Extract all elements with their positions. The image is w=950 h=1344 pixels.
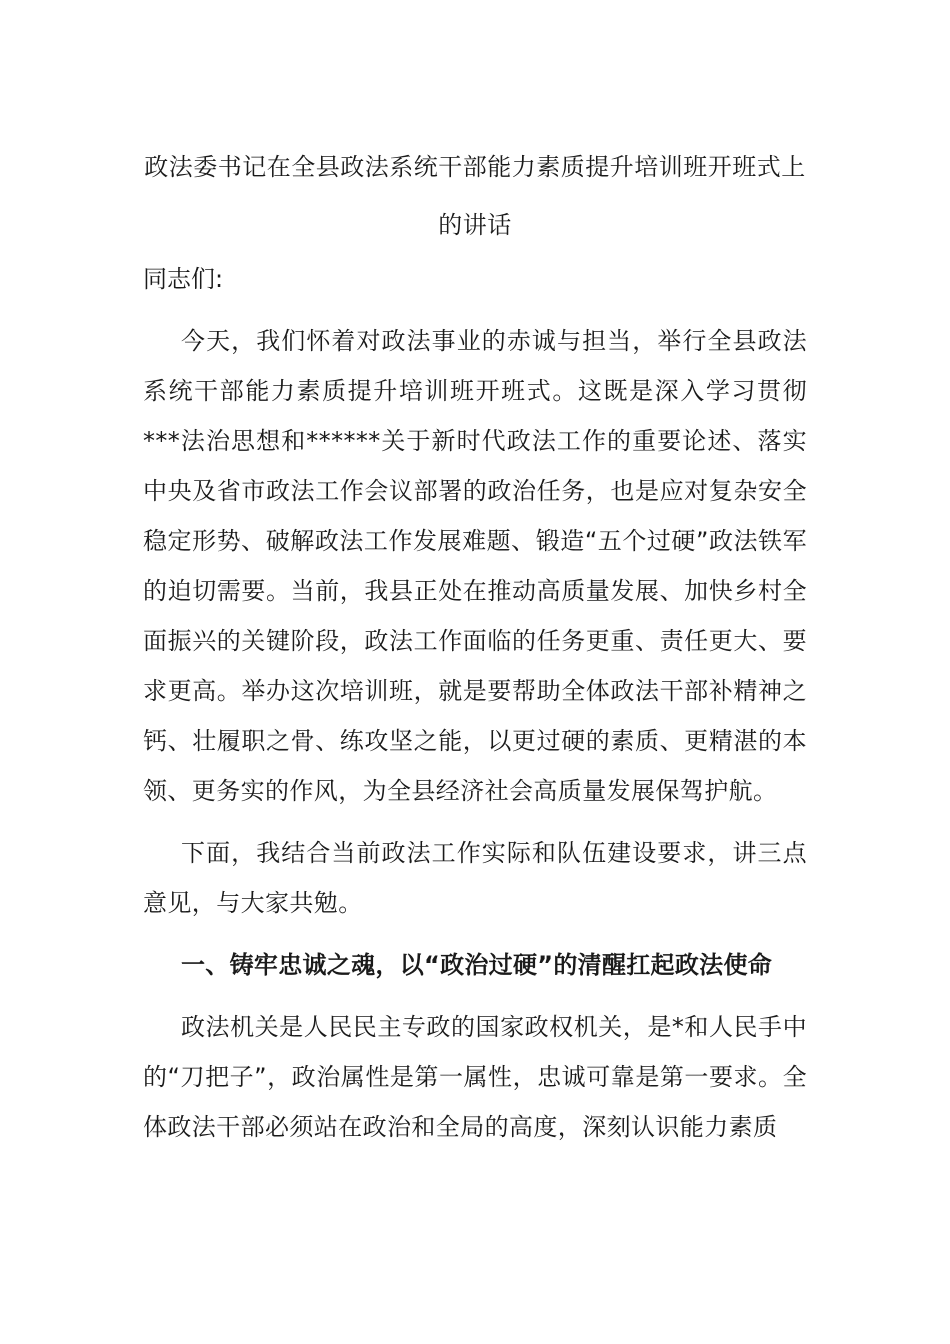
salutation: 同志们:: [143, 265, 224, 293]
paragraph-opening: 今天，我们怀着对政法事业的赤诚与担当，举行全县政法系统干部能力素质提升培训班开班式。这既是深入学习贯彻***法治思想和******关于新时代政法工作的重要论述、落实中央及省市政法工作会议部署的政治任务，也是应对复杂安全稳定形势、破解政法工作发展难题、锻造“五个过硬”政法铁军的迫切需要。当前，我县正处在推动高质量发展、加快乡村全面振兴的关键阶段，政法工作面临的任务更重、责任更大、要求更高。举办这次培训班，就是要帮助全体政法干部补精神之钙、壮履职之骨、练攻坚之能，以更过硬的素质、更精湛的本领、更务实的作风，为全县经济社会高质量发展保驾护航。: [143, 327, 807, 805]
title-line-2: 的讲话: [438, 211, 512, 239]
title-line-1: 政法委书记在全县政法系统干部能力素质提升培训班开班式上: [144, 153, 806, 181]
paragraph-transition: 下面，我结合当前政法工作实际和队伍建设要求，讲三点意见，与大家共勉。: [143, 839, 807, 917]
section-heading-1: 一、铸牢忠诚之魂，以“政治过硬”的清醒扛起政法使命: [181, 951, 773, 979]
section-1-paragraph: 政法机关是人民民主专政的国家政权机关，是*和人民手中的“刀把子”，政治属性是第一属性，忠诚可靠是第一要求。全体政法干部必须站在政治和全局的高度，深刻认识能力素质: [143, 1013, 807, 1141]
document-title: [143, 138, 807, 254]
document-body: [143, 138, 807, 1164]
